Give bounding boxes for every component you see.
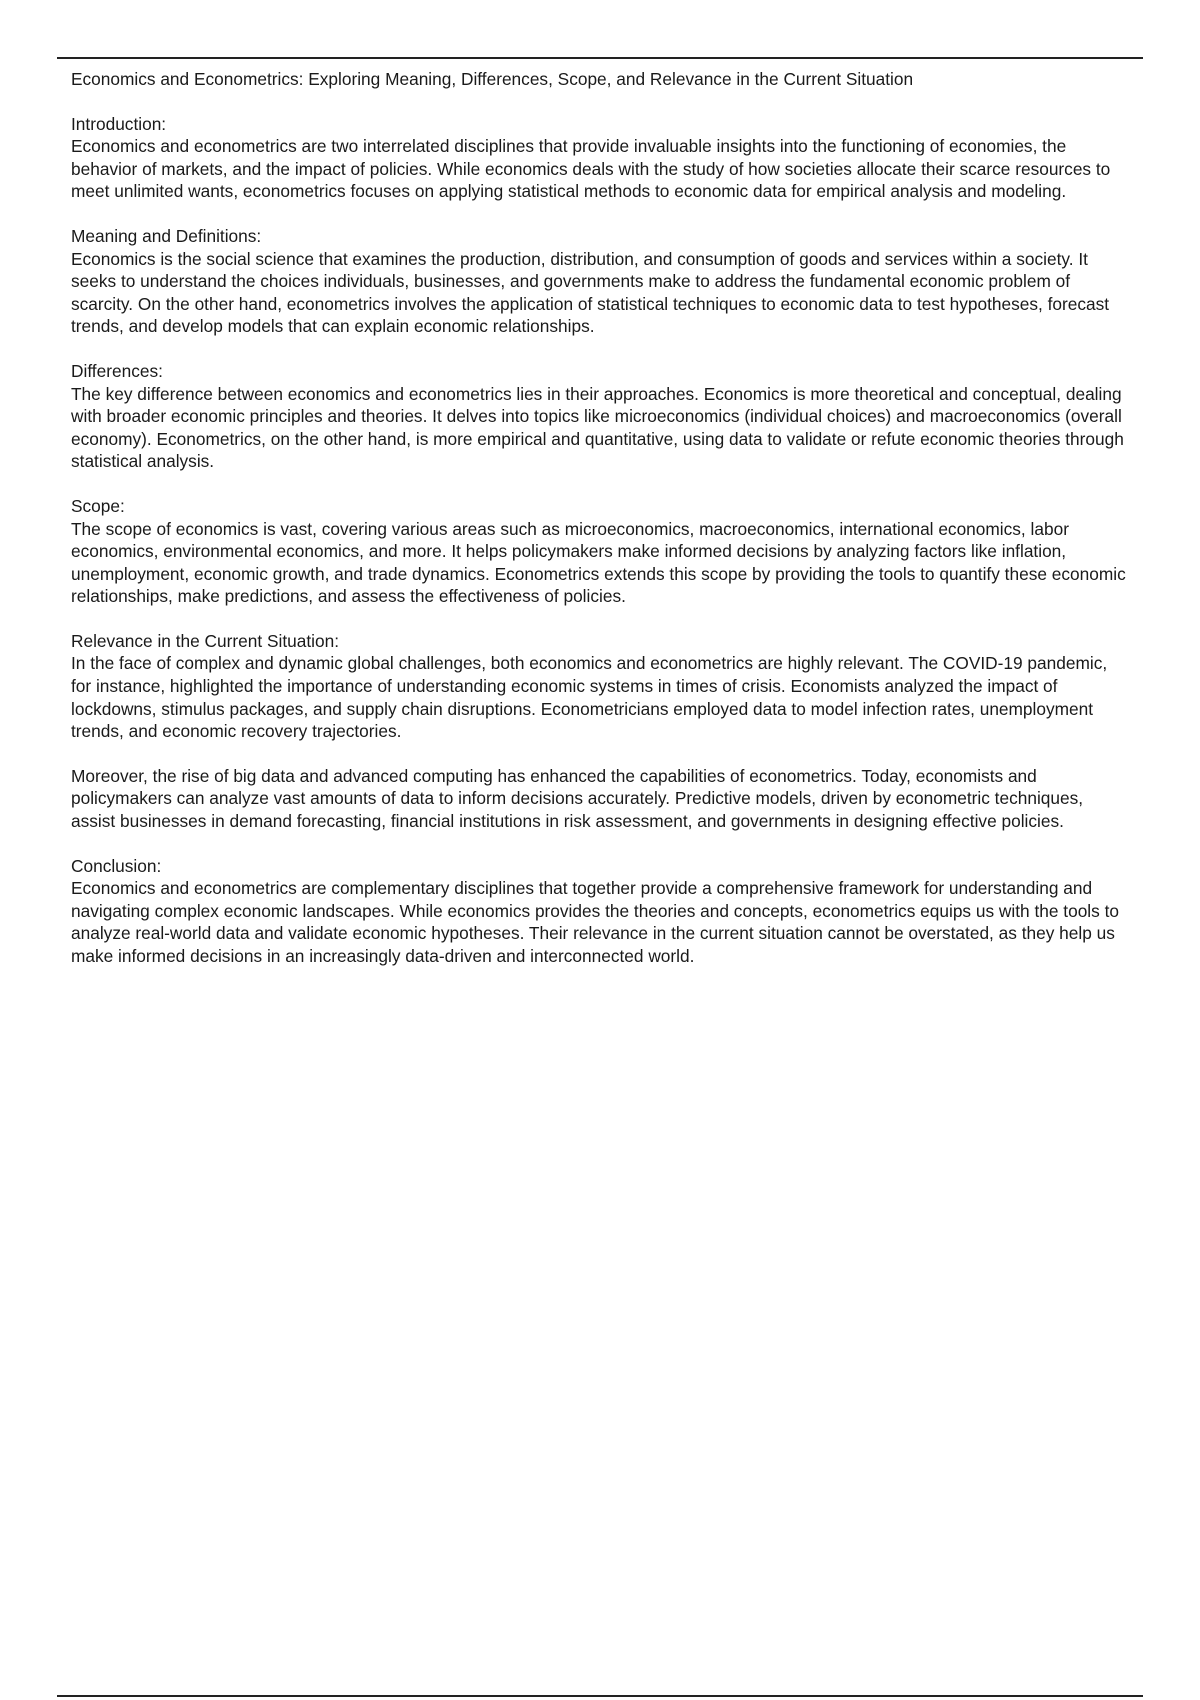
top-rule (57, 57, 1143, 59)
section-heading: Differences: (71, 360, 163, 381)
section-heading: Introduction: (71, 113, 167, 134)
section-conclusion (71, 855, 1131, 968)
section-paragraph: Economics is the social science that examines the production, distribution, and consumption of goods and services within a society. It seeks to understand the choices individuals, businesses, and governments make to address the fundamental economic problem of scarcity. On the other hand, econometrics involves the application of statistical techniques to economic data to test hypotheses, forecast trends, and develop models that can explain economic relationships. (71, 248, 1110, 337)
section-paragraph: Moreover, the rise of big data and advanced computing has enhanced the capabilities of econometrics. Today, economists and policymakers can analyze vast amounts of data to inform decisions accurately. Predictive models, driven by econometric techniques, assist businesses in demand forecasting, financial institutions in risk assessment, and governments in designing effective policies. (71, 765, 1084, 832)
section-heading: Scope: (71, 495, 125, 516)
document-body (71, 68, 1131, 990)
document-title: Economics and Econometrics: Exploring Meaning, Differences, Scope, and Relevance in the Current Situation (71, 69, 914, 89)
section-paragraph: Economics and econometrics are complementary disciplines that together provide a comprehensive framework for understanding and navigating complex economic landscapes. While economics provides the theories and concepts, econometrics equips us with the tools to analyze real-world data and validate economic hypotheses. Their relevance in the current situation cannot be overstated, as they help us make informed decisions in an increasingly data-driven and interconnected world. (71, 878, 1119, 966)
section-differences (71, 360, 1131, 473)
section-paragraph: The scope of economics is vast, covering various areas such as microeconomics, macroeconomics, international economics, labor economics, environmental economics, and more. It helps policymakers make informed decisions by analyzing factors like inflation, unemployment, economic growth, and trade dynamics. Econometrics extends this scope by providing the tools to quantify these economic relationships, make predictions, and assess the effectiveness of policies. (71, 518, 1126, 607)
section-relevance (71, 630, 1131, 833)
section-meaning-and-definitions (71, 225, 1131, 338)
section-scope (71, 495, 1131, 608)
section-heading: Meaning and Definitions: (71, 225, 262, 246)
section-paragraph: The key difference between economics and econometrics lies in their approaches. Economics is more theoretical and conceptual, dealing with broader economic principles and theories. It delves into topics like microeconomics (individual choices) and macroeconomics (overall economy). Econometrics, on the other hand, is more empirical and quantitative, using data to validate or refute economic theories through statistical analysis. (71, 383, 1124, 472)
section-introduction (71, 113, 1131, 203)
section-heading: Relevance in the Current Situation: (71, 630, 340, 651)
section-paragraph: In the face of complex and dynamic global challenges, both economics and econometrics are highly relevant. The COVID-19 pandemic, for instance, highlighted the importance of understanding economic systems in times of crisis. Economists analyzed the impact of lockdowns, stimulus packages, and supply chain disruptions. Econometricians employed data to model infection rates, unemployment trends, and economic recovery trajectories. (71, 653, 1108, 742)
section-heading: Conclusion: (71, 855, 162, 876)
section-paragraph: Economics and econometrics are two interrelated disciplines that provide invaluable insights into the functioning of economies, the behavior of markets, and the impact of policies. While economics deals with the study of how societies allocate their scarce resources to meet unlimited wants, econometrics focuses on applying statistical methods to economic data for empirical analysis and modeling. (71, 136, 1111, 202)
bottom-rule (57, 1695, 1143, 1697)
